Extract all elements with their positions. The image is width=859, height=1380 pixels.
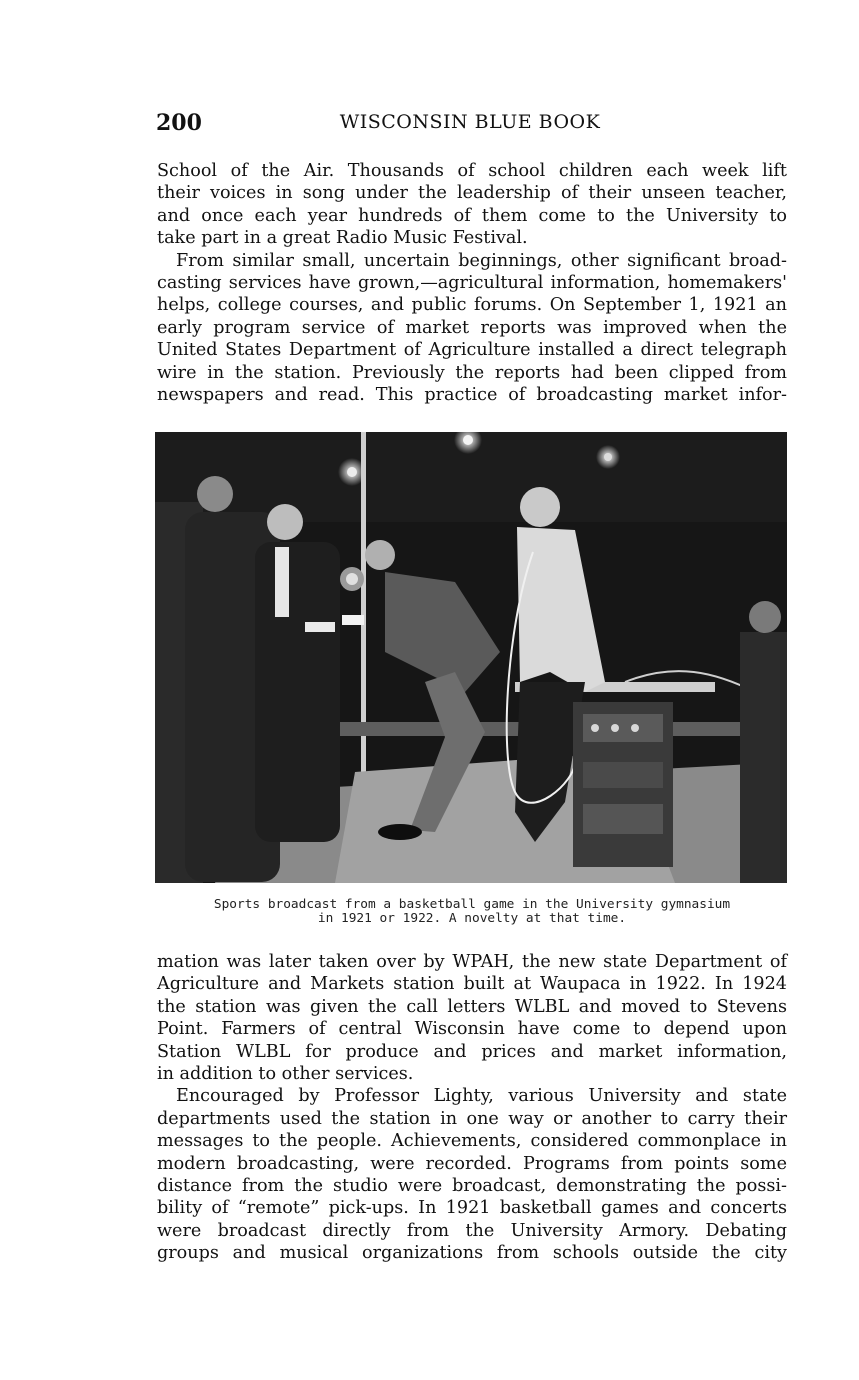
top-text-block [157, 160, 787, 406]
text-line: departments used the station in one way or another to carry their [157, 1108, 787, 1129]
text-line: helps, college courses, and public forums. On September 1, 1921 an [157, 295, 787, 316]
text-line: Point. Farmers of central Wisconsin have come to depend upon [157, 1019, 787, 1040]
text-line: the station was given the call letters WLBL and moved to Stevens [157, 996, 787, 1017]
photo-illustration [155, 432, 787, 883]
text-line: groups and musical organizations from schools outside the city [157, 1243, 787, 1264]
text-line: modern broadcasting, were recorded. Programs from points some [157, 1153, 787, 1174]
running-head: WISCONSIN BLUE BOOK [339, 111, 601, 133]
figure-caption [157, 898, 787, 926]
bottom-text-block [157, 951, 787, 1265]
text-line: in addition to other services. [157, 1064, 414, 1085]
text-line: and once each year hundreds of them come to the University to [157, 205, 787, 226]
text-line: their voices in song under the leadership of their unseen teacher, [157, 183, 787, 204]
text-line: were broadcast directly from the University Armory. Debating [157, 1220, 787, 1241]
caption-line: Sports broadcast from a basketball game in the University gymnasium [213, 897, 731, 912]
text-line: School of the Air. Thousands of school children each week lift [157, 161, 787, 181]
text-line: Station WLBL for produce and prices and market information, [157, 1041, 787, 1062]
text-line: take part in a great Radio Music Festival. [157, 228, 528, 249]
text-line: mation was later taken over by WPAH, the new state Department of [157, 952, 787, 972]
text-line: Agriculture and Markets station built at Waupaca in 1922. In 1924 [157, 974, 787, 995]
text-line: bility of “remote” pick-ups. In 1921 basketball games and concerts [157, 1198, 787, 1219]
text-line: newspapers and read. This practice of broadcasting market infor- [157, 385, 787, 406]
page-number: 200 [156, 110, 202, 136]
text-line: Encouraged by Professor Lighty, various University and state [176, 1086, 787, 1107]
text-line: messages to the people. Achievements, considered commonplace in [157, 1131, 787, 1152]
broadcast-photo [155, 432, 787, 883]
caption-line: in 1921 or 1922. A novelty at that time. [317, 911, 627, 926]
text-line: wire in the station. Previously the reports had been clipped from [157, 362, 787, 383]
text-line: United States Department of Agriculture installed a direct telegraph [157, 340, 787, 361]
text-line: casting services have grown,—agricultural information, homemakers' [157, 273, 787, 294]
text-line: From similar small, uncertain beginnings, other significant broad- [176, 250, 787, 271]
text-line: distance from the studio were broadcast, demonstrating the possi- [157, 1176, 787, 1197]
text-line: early program service of market reports was improved when the [157, 317, 787, 338]
